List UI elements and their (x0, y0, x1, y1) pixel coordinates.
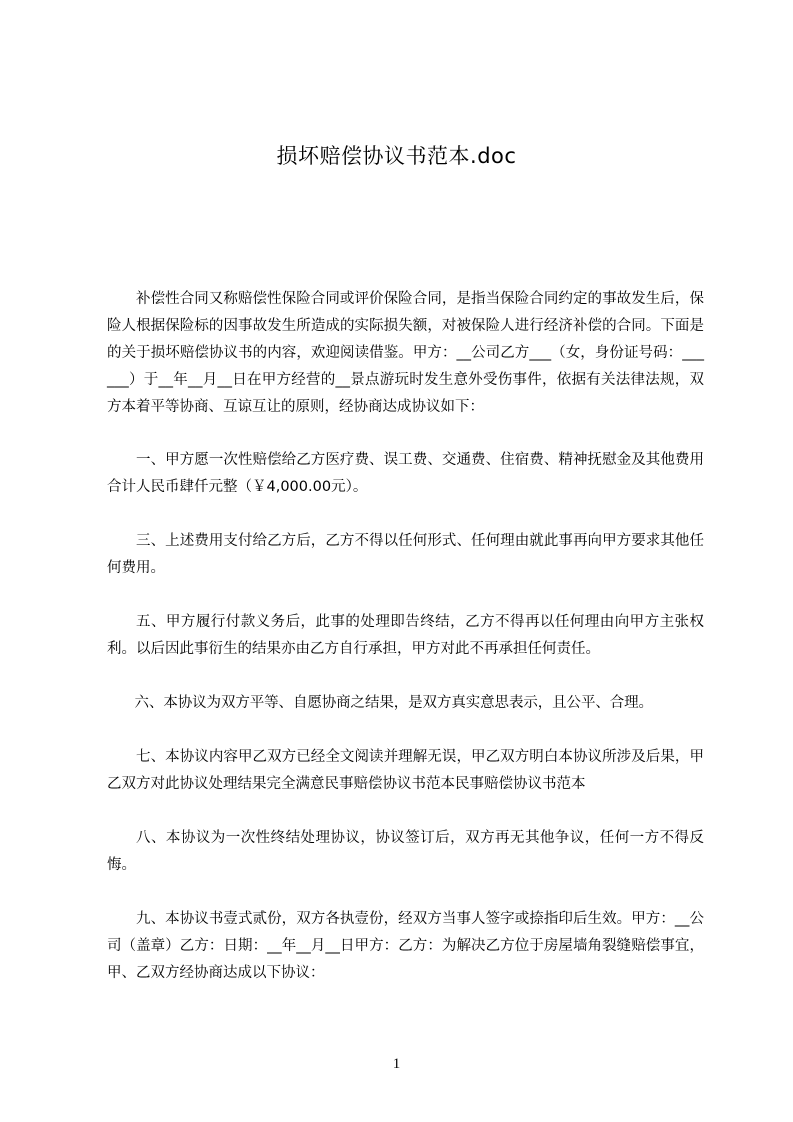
paragraph-clause-6: 六、本协议为双方平等、自愿协商之结果，是双方真实意思表示，且公平、合理。 (134, 695, 653, 711)
paragraph-clause-5: 五、甲方履行付款义务后，此事的处理即告终结，乙方不得再以任何理由向甲方主张权利。以后因此事衍生的结果亦由乙方自行承担，甲方对此不再承担任何责任。 (107, 614, 704, 657)
paragraph-clause-8: 八、本协议为一次性终结处理协议，协议签订后，双方再无其他争议，任何一方不得反悔。 (107, 830, 704, 873)
document-body (107, 286, 704, 1014)
paragraph-intro: 补偿性合同又称赔偿性保险合同或评价保险合同，是指当保险合同约定的事故发生后，保险人根据保险标的因事故发生所造成的实际损失额，对被保险人进行经济补偿的合同。下面是的关于损坏赔偿协议书的内容，欢迎阅读借鉴。甲方：__公司乙方___（女，身份证号码：______）于__年__月__日在甲方经营的__景点游玩时发生意外受伤事件，依据有关法律法规，双方本着平等协商、互谅互让的原则，经协商达成协议如下： (107, 291, 704, 415)
page-number: 1 (392, 1056, 401, 1072)
document-title: 损坏赔偿协议书范本.doc (276, 144, 517, 168)
paragraph-clause-3: 三、上述费用支付给乙方后，乙方不得以任何形式、任何理由就此事再向甲方要求其他任何费用。 (107, 533, 704, 576)
paragraph-clause-1: 一、甲方愿一次性赔偿给乙方医疗费、误工费、交通费、住宿费、精神抚慰金及其他费用合计人民币肆仟元整（￥4,000.00元）。 (107, 452, 704, 495)
paragraph-clause-7: 七、本协议内容甲乙双方已经全文阅读并理解无误，甲乙双方明白本协议所涉及后果，甲乙双方对此协议处理结果完全满意民事赔偿协议书范本民事赔偿协议书范本 (107, 749, 704, 792)
paragraph-clause-9: 九、本协议书壹式贰份，双方各执壹份，经双方当事人签字或捺指印后生效。甲方：__公司（盖章）乙方：日期：__年__月__日甲方：乙方：为解决乙方位于房屋墙角裂缝赔偿事宜，甲、乙双方经协商达成以下协议： (107, 911, 704, 981)
